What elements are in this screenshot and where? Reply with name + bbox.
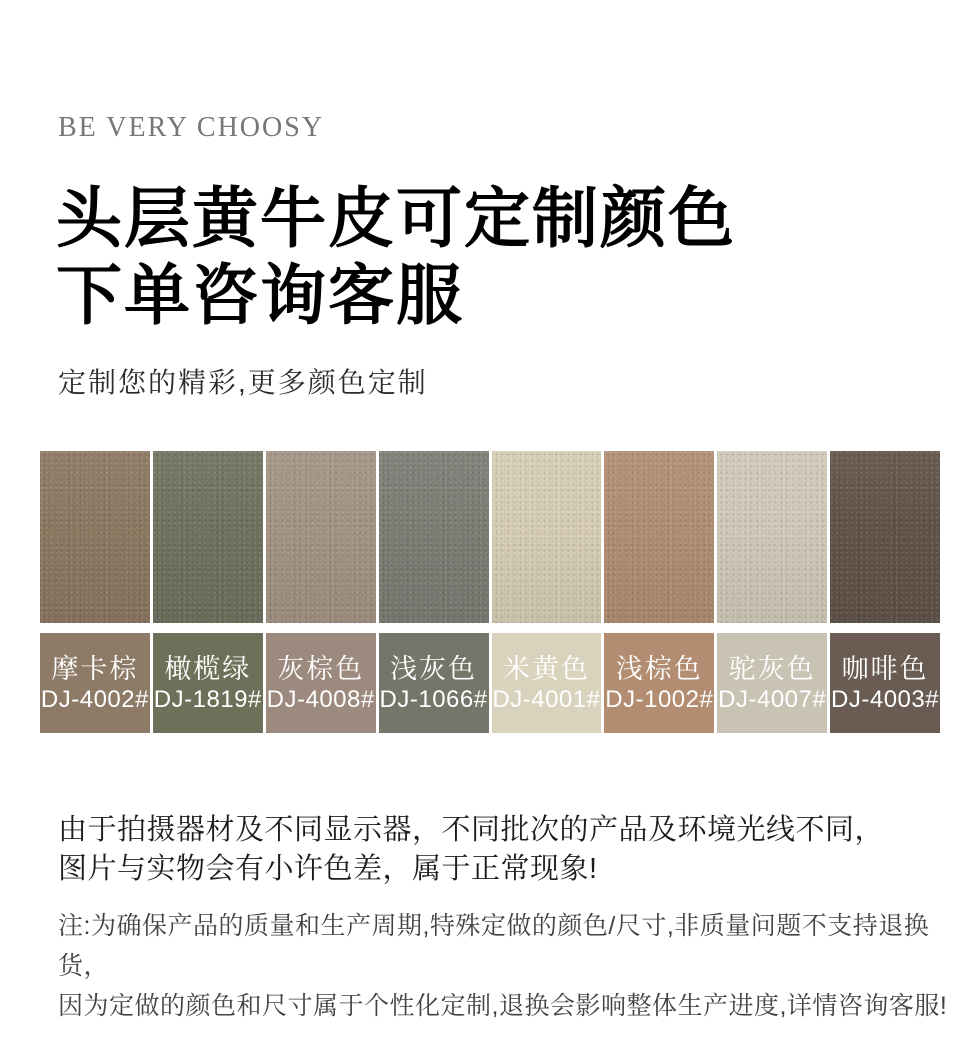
swatch-code: DJ-4002#	[40, 685, 149, 713]
swatch-code: DJ-4008#	[266, 685, 375, 713]
disclaimer-line2: 图片与实物会有小许色差，属于正常现象!	[58, 853, 598, 885]
swatch-code: DJ-1002#	[605, 685, 714, 713]
swatch-label	[492, 633, 602, 733]
swatch-tile	[40, 451, 150, 733]
note-text	[58, 906, 980, 1026]
swatch-tile	[379, 451, 489, 733]
leather-photo	[153, 451, 263, 623]
swatch-tile	[604, 451, 714, 733]
swatch-code: DJ-4007#	[718, 685, 827, 713]
page-title-line2: 下单咨询客服	[56, 260, 464, 333]
disclaimer-text	[58, 811, 884, 889]
page-title-line1: 头层黄牛皮可定制颜色	[56, 183, 736, 256]
leather-photo	[717, 451, 827, 623]
leather-photo	[40, 451, 150, 623]
swatch-label	[379, 633, 489, 733]
leather-photo	[492, 451, 602, 623]
swatch-label	[830, 633, 940, 733]
page-title	[56, 181, 736, 335]
swatch-divider	[717, 623, 827, 633]
disclaimer-line1: 由于拍摄器材及不同显示器，不同批次的产品及环境光线不同，	[58, 814, 885, 846]
swatch-divider	[830, 623, 940, 633]
swatch-name: 咖啡色	[841, 653, 929, 684]
swatch-name: 橄榄绿	[164, 653, 252, 684]
subtitle-text: 定制您的精彩,更多颜色定制	[58, 367, 428, 398]
swatch-tile	[266, 451, 376, 733]
swatch-label	[266, 633, 376, 733]
swatch-label	[40, 633, 150, 733]
swatch-label	[153, 633, 263, 733]
leather-photo	[266, 451, 376, 623]
swatch-divider	[153, 623, 263, 633]
swatch-code: DJ-1819#	[153, 685, 262, 713]
swatch-label	[717, 633, 827, 733]
swatch-name: 浅棕色	[615, 653, 703, 684]
leather-photo	[830, 451, 940, 623]
swatch-name: 灰棕色	[277, 653, 365, 684]
swatch-divider	[379, 623, 489, 633]
swatch-name: 浅灰色	[390, 653, 478, 684]
swatch-tile	[830, 451, 940, 733]
swatch-divider	[604, 623, 714, 633]
swatch-tile	[717, 451, 827, 733]
swatch-code: DJ-4001#	[492, 685, 601, 713]
swatch-label	[604, 633, 714, 733]
swatch-name: 米黄色	[502, 653, 590, 684]
swatch-divider	[492, 623, 602, 633]
note-line1: 注:为确保产品的质量和生产周期,特殊定做的颜色/尺寸,非质量问题不支持退换货，	[58, 912, 930, 980]
swatch-code: DJ-4003#	[831, 685, 940, 713]
swatch-name: 驼灰色	[728, 653, 816, 684]
eyebrow-text: BE VERY CHOOSY	[58, 112, 325, 143]
swatch-tile	[153, 451, 263, 733]
swatch-divider	[266, 623, 376, 633]
swatch-tile	[492, 451, 602, 733]
note-line2: 因为定做的颜色和尺寸属于个性化定制,退换会影响整体生产进度,详情咨询客服!	[58, 992, 948, 1020]
swatch-name: 摩卡棕	[51, 653, 139, 684]
swatch-code: DJ-1066#	[379, 685, 488, 713]
swatch-divider	[40, 623, 150, 633]
leather-photo	[604, 451, 714, 623]
color-swatch-grid	[40, 451, 940, 733]
leather-photo	[379, 451, 489, 623]
